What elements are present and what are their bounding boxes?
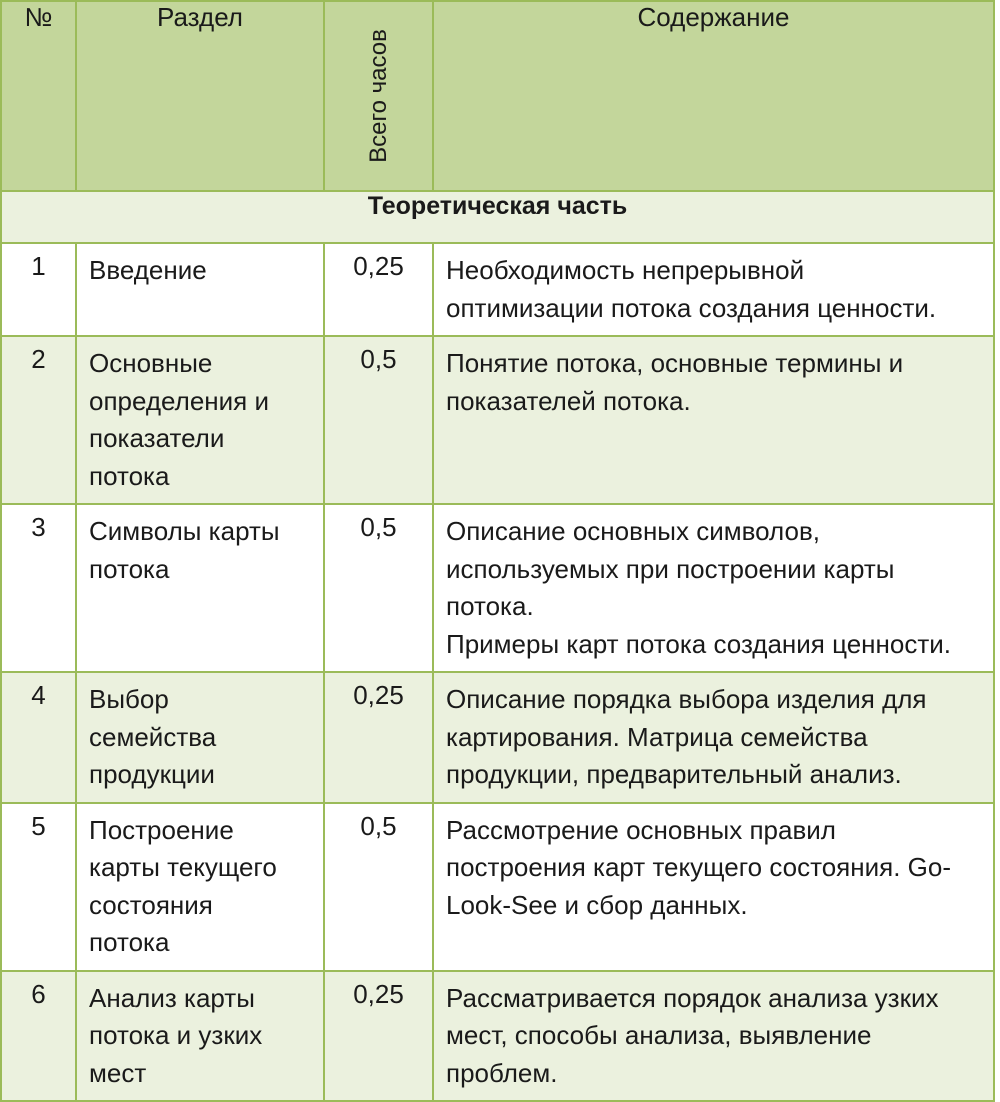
section-line: Введение (89, 255, 207, 285)
row-number: 5 (1, 803, 76, 971)
content-line: Рассматривается порядок анализа узких (446, 982, 939, 1013)
section-line: потока (89, 553, 170, 584)
section-line: Символы карты (89, 516, 280, 546)
content-line: картирования. Матрица семейства (446, 721, 868, 752)
row-number: 1 (1, 243, 76, 336)
content-line: оптимизации потока создания ценности. (446, 292, 937, 323)
table-row (1, 504, 994, 672)
content-line: Описание порядка выбора изделия для (446, 684, 927, 714)
table-row (1, 971, 994, 1102)
section-line: семейства (89, 721, 217, 752)
section-line: показатели (89, 423, 225, 453)
content-line: проблем. (446, 1057, 558, 1088)
row-section (76, 971, 324, 1102)
row-hours: 0,5 (324, 803, 433, 971)
section-line: потока (89, 460, 170, 491)
header-content: Содержание (433, 1, 994, 191)
row-section (76, 336, 324, 504)
section-line: состояния (89, 889, 213, 920)
row-number: 4 (1, 672, 76, 803)
row-section (76, 243, 324, 336)
section-line: Анализ карты (89, 982, 255, 1013)
content-line: продукции, предварительный анализ. (446, 759, 902, 789)
table-row (1, 243, 994, 336)
row-content (433, 971, 994, 1102)
section-line: Построение (89, 814, 234, 845)
content-line: Рассмотрение основных правил (446, 814, 836, 845)
row-content (433, 243, 994, 336)
content-line: используемых при построении карты (446, 553, 895, 584)
row-hours: 0,25 (324, 672, 433, 803)
section-line: продукции (89, 759, 215, 789)
row-number: 6 (1, 971, 76, 1102)
section-line: мест (89, 1057, 147, 1088)
row-content (433, 803, 994, 971)
row-section (76, 672, 324, 803)
row-content (433, 336, 994, 504)
section-line: потока и узких (89, 1020, 263, 1050)
content-line: показателей потока. (446, 385, 691, 416)
table-row (1, 336, 994, 504)
content-line: Понятие потока, основные термины и (446, 348, 904, 378)
table-row (1, 672, 994, 803)
content-line: Описание основных символов, (446, 516, 820, 546)
row-section (76, 504, 324, 672)
header-hours-cell (324, 1, 433, 191)
row-hours: 0,5 (324, 504, 433, 672)
header-row (1, 1, 994, 191)
row-hours: 0,25 (324, 971, 433, 1102)
row-hours: 0,25 (324, 243, 433, 336)
content-line: потока. (446, 591, 534, 621)
content-line: Примеры карт потока создания ценности. (446, 628, 951, 659)
section-line: Выбор (89, 684, 169, 714)
table-row (1, 803, 994, 971)
row-content (433, 672, 994, 803)
header-hours: Всего часов (364, 29, 392, 163)
section-line: Основные (89, 348, 213, 378)
group-title: Теоретическая часть (1, 191, 994, 243)
content-line: мест, способы анализа, выявление (446, 1020, 872, 1050)
row-content (433, 504, 994, 672)
row-hours: 0,5 (324, 336, 433, 504)
row-number: 3 (1, 504, 76, 672)
content-line: Look-See и сбор данных. (446, 889, 748, 920)
header-section: Раздел (76, 1, 324, 191)
section-line: определения и (89, 385, 269, 416)
row-section (76, 803, 324, 971)
section-line: потока (89, 927, 170, 957)
header-number: № (1, 1, 76, 191)
content-line: Необходимость непрерывной (446, 255, 805, 285)
content-line: построения карт текущего состояния. Go- (446, 852, 951, 882)
row-number: 2 (1, 336, 76, 504)
section-line: карты текущего (89, 852, 277, 882)
group-row (1, 191, 994, 243)
